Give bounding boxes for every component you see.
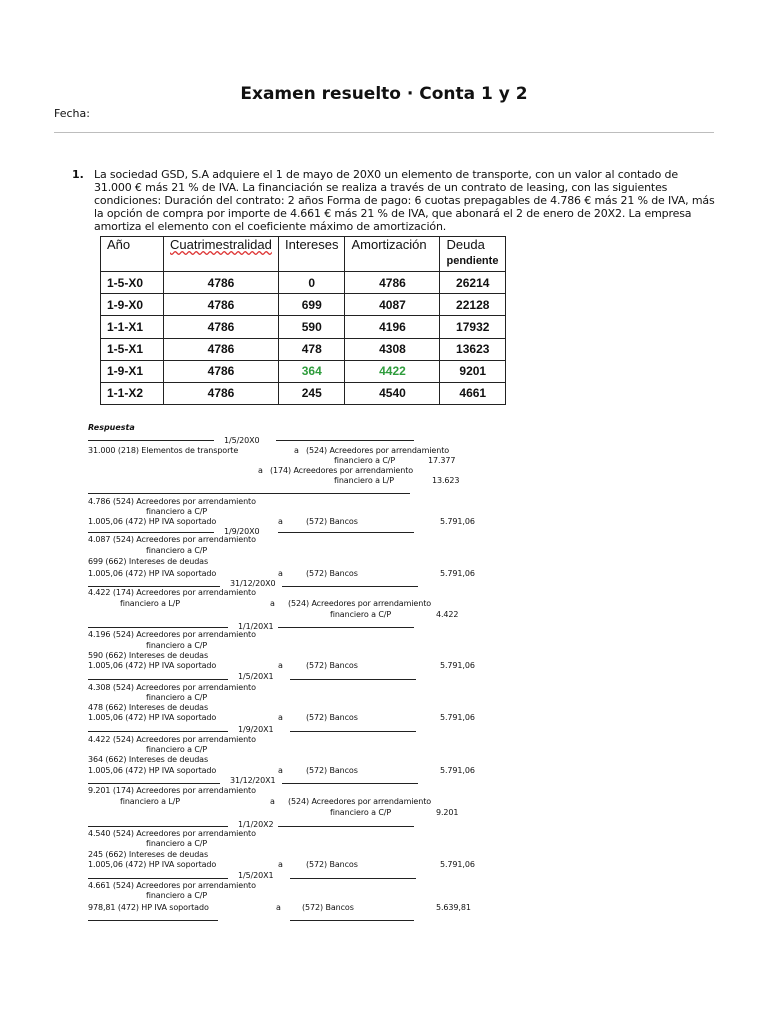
journal-text: 1.005,06 (472) HP IVA soportado (88, 517, 217, 526)
header-cuatrimestralidad-text: Cuatrimestralidad (170, 237, 272, 252)
question-number: 1. (72, 168, 84, 181)
journal-text: 4.786 (524) Acreedores por arrendamiento (88, 497, 256, 506)
journal-text: financiero a C/P (146, 546, 208, 555)
journal-text: (572) Bancos (306, 713, 358, 722)
journal-text: 699 (662) Intereses de deudas (88, 557, 209, 566)
table-row (101, 360, 506, 382)
cell: 17932 (440, 316, 506, 338)
journal-text: a (278, 661, 283, 670)
table-row (101, 382, 506, 404)
journal-text: a (270, 797, 275, 806)
cell: 4786 (164, 294, 279, 316)
header-divider (54, 132, 714, 133)
journal-text: 1.005,06 (472) HP IVA soportado (88, 713, 217, 722)
journal-text: 31.000 (218) Elementos de transporte (88, 446, 239, 455)
cell-highlight: 364 (279, 360, 345, 382)
journal-separator (88, 586, 220, 587)
journal-text: 1/5/20X1 (238, 672, 274, 681)
journal-text: 9.201 (174) Acreedores por arrendamiento (88, 786, 256, 795)
question-line: 31.000 € más 21 % de IVA. La financiación se realiza a través de un contrato de leasing, con las siguientes (94, 181, 668, 194)
journal-text: 31/12/20X0 (230, 579, 276, 588)
journal-text: a (258, 466, 263, 475)
cell: 4087 (345, 294, 440, 316)
journal-text: (572) Bancos (306, 517, 358, 526)
journal-separator (88, 493, 410, 494)
journal-separator (88, 440, 214, 441)
table-row (101, 272, 506, 294)
journal-separator (290, 920, 414, 921)
journal-text: 1.005,06 (472) HP IVA soportado (88, 766, 217, 775)
header-deuda (440, 237, 506, 272)
cell: 4786 (164, 360, 279, 382)
journal-text: (524) Acreedores por arrendamiento (288, 797, 432, 806)
journal-separator (88, 731, 228, 732)
cell: 478 (279, 338, 345, 360)
journal-text: financiero a L/P (334, 476, 394, 485)
journal-separator (88, 532, 214, 533)
journal-separator (278, 826, 414, 827)
journal-text: 5.791,06 (440, 860, 475, 869)
journal-text: 5.791,06 (440, 517, 475, 526)
journal-text: 1/9/20X1 (238, 725, 274, 734)
cell: 590 (279, 316, 345, 338)
journal-text: 5.791,06 (440, 569, 475, 578)
journal-text: (572) Bancos (306, 569, 358, 578)
journal-text: (572) Bancos (302, 903, 354, 912)
cell: 4786 (164, 338, 279, 360)
journal-text: (572) Bancos (306, 661, 358, 670)
journal-separator (276, 440, 414, 441)
journal-text: 1.005,06 (472) HP IVA soportado (88, 569, 217, 578)
journal-separator (88, 783, 220, 784)
journal-text: (174) Acreedores por arrendamiento (270, 466, 414, 475)
table-row (101, 294, 506, 316)
journal-text: 1/1/20X2 (238, 820, 274, 829)
journal-text: (572) Bancos (306, 860, 358, 869)
cell-highlight: 4422 (345, 360, 440, 382)
journal-text: 245 (662) Intereses de deudas (88, 850, 209, 859)
cell: 4786 (164, 382, 279, 404)
cell: 1-1-X2 (101, 382, 164, 404)
leasing-table (100, 236, 506, 405)
journal-separator (278, 627, 414, 628)
question-line: la opción de compra por importe de 4.661 € más 21 % de IVA, que abonará el 2 de enero de 20X2. La empresa (94, 207, 692, 220)
header-cuatrimestralidad (164, 237, 279, 272)
journal-text: 4.196 (524) Acreedores por arrendamiento (88, 630, 256, 639)
journal-text: a (278, 713, 283, 722)
cell: 4540 (345, 382, 440, 404)
journal-text: 1.005,06 (472) HP IVA soportado (88, 860, 217, 869)
respuesta-label: Respuesta (88, 423, 135, 432)
journal-text: 364 (662) Intereses de deudas (88, 755, 209, 764)
journal-text: 5.639,81 (436, 903, 471, 912)
cell: 1-9-X1 (101, 360, 164, 382)
cell: 22128 (440, 294, 506, 316)
journal-text: 5.791,06 (440, 661, 475, 670)
journal-text: 4.308 (524) Acreedores por arrendamiento (88, 683, 256, 692)
journal-text: 4.422 (174) Acreedores por arrendamiento (88, 588, 256, 597)
cell: 1-1-X1 (101, 316, 164, 338)
journal-text: financiero a C/P (330, 808, 392, 817)
journal-separator (282, 783, 418, 784)
header-amortizacion: Amortización (345, 237, 440, 272)
journal-text: financiero a L/P (120, 797, 180, 806)
cell: 4661 (440, 382, 506, 404)
cell: 1-5-X0 (101, 272, 164, 294)
cell: 0 (279, 272, 345, 294)
journal-text: 5.791,06 (440, 713, 475, 722)
table-row (101, 316, 506, 338)
journal-text: a (278, 860, 283, 869)
journal-text: financiero a C/P (146, 507, 208, 516)
journal-text: 1/5/20X0 (224, 436, 260, 445)
journal-text: 1.005,06 (472) HP IVA soportado (88, 661, 217, 670)
question-line: condiciones: Duración del contrato: 2 años Forma de pago: 6 cuotas prepagables de 4.786 € más 21 % de IVA, más (94, 194, 715, 207)
journal-text: 13.623 (432, 476, 460, 485)
cell: 4786 (345, 272, 440, 294)
journal-separator (282, 586, 418, 587)
journal-text: 1/9/20X0 (224, 527, 260, 536)
journal-text: (524) Acreedores por arrendamiento (288, 599, 432, 608)
cell: 245 (279, 382, 345, 404)
cell: 4196 (345, 316, 440, 338)
cell: 9201 (440, 360, 506, 382)
page-title: Examen resuelto · Conta 1 y 2 (240, 84, 528, 104)
journal-separator (290, 878, 416, 879)
journal-text: financiero a C/P (146, 693, 208, 702)
header-deuda-text: Deuda (446, 237, 485, 252)
journal-separator (88, 627, 228, 628)
journal-text: financiero a C/P (146, 745, 208, 754)
journal-text: 4.087 (524) Acreedores por arrendamiento (88, 535, 256, 544)
journal-text: 590 (662) Intereses de deudas (88, 651, 209, 660)
journal-text: a (278, 766, 283, 775)
cell: 4786 (164, 316, 279, 338)
journal-separator (88, 826, 228, 827)
header-deuda-sub: pendiente (446, 255, 499, 267)
journal-text: 4.422 (436, 610, 459, 619)
header-ano: Año (101, 237, 164, 272)
journal-text: 5.791,06 (440, 766, 475, 775)
journal-text: 17.377 (428, 456, 456, 465)
journal-text: financiero a C/P (146, 891, 208, 900)
header-intereses: Intereses (279, 237, 345, 272)
cell: 4308 (345, 338, 440, 360)
journal-text: a (294, 446, 299, 455)
fecha-label: Fecha: (54, 107, 90, 120)
journal-text: financiero a L/P (120, 599, 180, 608)
journal-text: 978,81 (472) HP IVA soportado (88, 903, 209, 912)
journal-text: financiero a C/P (330, 610, 392, 619)
cell: 4786 (164, 272, 279, 294)
journal-text: 1/1/20X1 (238, 622, 274, 631)
journal-text: 4.661 (524) Acreedores por arrendamiento (88, 881, 256, 890)
journal-text: financiero a C/P (334, 456, 396, 465)
journal-text: financiero a C/P (146, 839, 208, 848)
question-line: La sociedad GSD, S.A adquiere el 1 de mayo de 20X0 un elemento de transporte, con un valor al contado de (94, 168, 679, 181)
journal-separator (88, 679, 228, 680)
journal-text: (572) Bancos (306, 766, 358, 775)
journal-text: 478 (662) Intereses de deudas (88, 703, 209, 712)
journal-text: (524) Acreedores por arrendamiento (306, 446, 450, 455)
journal-text: a (276, 903, 281, 912)
journal-text: 9.201 (436, 808, 459, 817)
journal-text: a (278, 569, 283, 578)
journal-text: 4.540 (524) Acreedores por arrendamiento (88, 829, 256, 838)
journal-text: a (270, 599, 275, 608)
journal-text: 1/5/20X1 (238, 871, 274, 880)
journal-text: a (278, 517, 283, 526)
table-header-row (101, 237, 506, 272)
table-row (101, 338, 506, 360)
journal-separator (88, 878, 228, 879)
question-line: amortiza el elemento con el coeficiente máximo de amortización. (94, 220, 447, 233)
journal-text: 31/12/20X1 (230, 776, 276, 785)
journal-text: financiero a C/P (146, 641, 208, 650)
journal-separator (88, 920, 218, 921)
journal-separator (290, 731, 416, 732)
cell: 13623 (440, 338, 506, 360)
cell: 1-5-X1 (101, 338, 164, 360)
cell: 26214 (440, 272, 506, 294)
cell: 699 (279, 294, 345, 316)
cell: 1-9-X0 (101, 294, 164, 316)
journal-separator (278, 532, 414, 533)
journal-separator (290, 679, 416, 680)
journal-text: 4.422 (524) Acreedores por arrendamiento (88, 735, 256, 744)
